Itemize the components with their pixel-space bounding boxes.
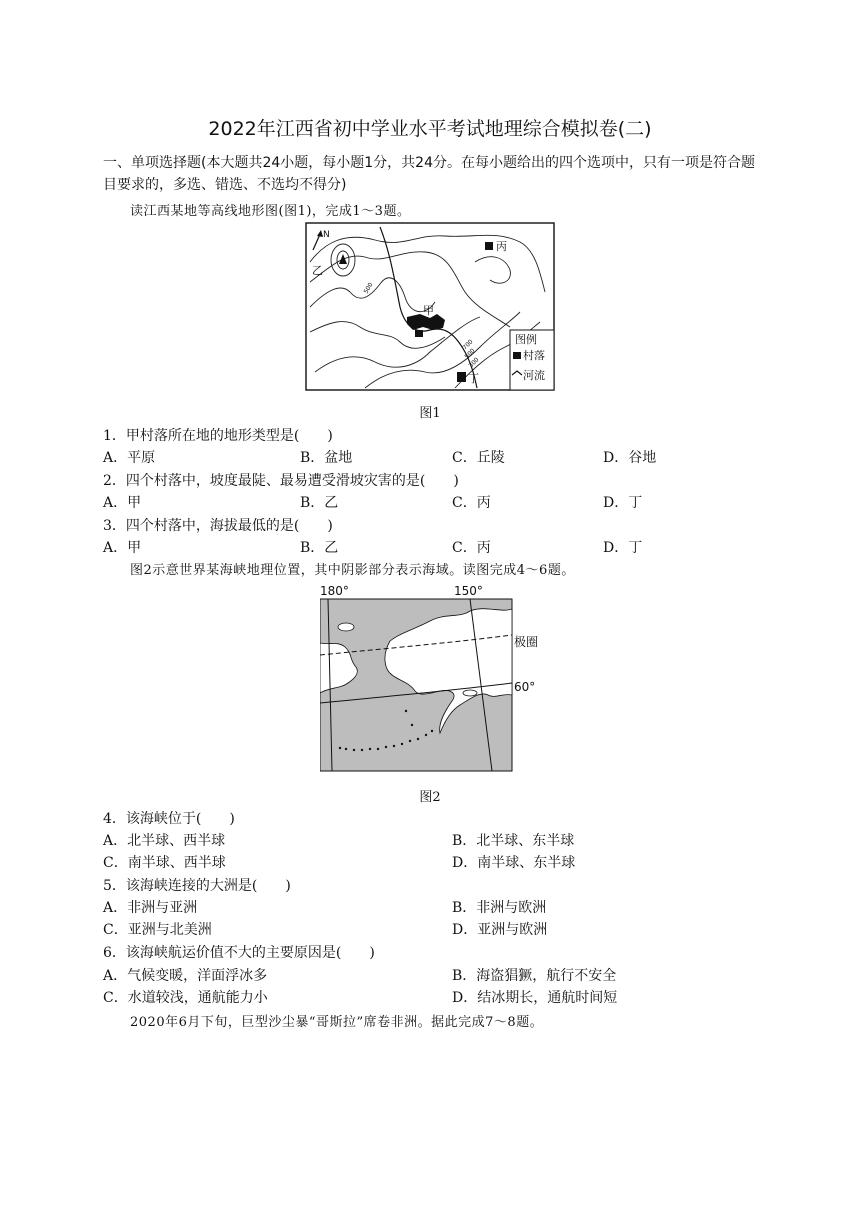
question-4-option-d: D．南半球、东半球 [452, 855, 576, 871]
longitude-180-label: 180° [320, 584, 349, 598]
question-3-option-a: A．甲 [103, 540, 142, 556]
contour-label: 500 [463, 347, 477, 361]
question-3-option-c: C．丙 [452, 540, 491, 556]
north-label: N [323, 230, 330, 240]
contour-label: 500 [362, 281, 375, 295]
question-4-option-c: C．南半球、西半球 [103, 855, 226, 871]
contour-label: 300 [467, 356, 481, 370]
question-2-option-a: A．甲 [103, 495, 142, 511]
intro-figure-1: 读江西某地等高线地形图(图1)，完成1～3题。 [130, 204, 411, 219]
latitude-60-label: 60° [514, 680, 536, 694]
figure-2-strait-map [320, 583, 550, 773]
question-1-option-c: C．丘陵 [452, 450, 505, 466]
question-1-option-a: A．平原 [103, 450, 156, 466]
question-5-stem: 5．该海峡连接的大洲是( ) [103, 878, 291, 894]
question-2-option-c: C．丙 [452, 495, 491, 511]
question-2-option-d: D．丁 [603, 495, 643, 511]
exam-title: 2022年江西省初中学业水平考试地理综合模拟卷(二) [208, 118, 652, 140]
question-6-option-b: B．海盗猖獗，航行不安全 [452, 968, 617, 984]
village-yi-label: 乙 [312, 264, 323, 277]
figure-1-contour-map [305, 222, 555, 392]
question-6-stem: 6．该海峡航运价值不大的主要原因是( ) [103, 945, 375, 961]
question-6-option-c: C．水道较浅，通航能力小 [103, 990, 268, 1006]
question-3-stem: 3．四个村落中，海拔最低的是( ) [103, 518, 333, 534]
question-4-stem: 4．该海峡位于( ) [103, 811, 235, 827]
question-5-option-c: C．亚洲与北美洲 [103, 922, 212, 938]
question-2-stem: 2．四个村落中，坡度最陡、最易遭受滑坡灾害的是( ) [103, 473, 459, 489]
intro-figure-2: 图2示意世界某海峡地理位置，其中阴影部分表示海域。读图完成4～6题。 [130, 563, 575, 578]
question-3-option-d: D．丁 [603, 540, 643, 556]
question-4-option-b: B．北半球、东半球 [452, 833, 575, 849]
question-5-option-d: D．亚洲与欧洲 [452, 922, 548, 938]
question-4-option-a: A．北半球、西半球 [103, 833, 226, 849]
village-jia-label: 甲 [423, 304, 434, 317]
legend-village: 村落 [523, 349, 545, 362]
figure-1-caption: 图1 [419, 406, 441, 421]
intro-question-7-8: 2020年6月下旬，巨型沙尘暴“哥斯拉”席卷非洲。据此完成7～8题。 [130, 1015, 544, 1030]
legend-river: 河流 [523, 369, 545, 382]
longitude-150-label: 150° [454, 584, 483, 598]
figure-2-caption: 图2 [419, 790, 441, 805]
contour-label: 700 [461, 338, 475, 352]
question-1-stem: 1．甲村落所在地的地形类型是( ) [103, 428, 333, 444]
question-3-option-b: B．乙 [300, 540, 339, 556]
polar-circle-label: 极圈 [514, 635, 539, 649]
question-5-option-a: A．非洲与亚洲 [103, 900, 198, 916]
question-1-option-b: B．盆地 [300, 450, 353, 466]
village-legend-icon [513, 352, 521, 359]
question-6-option-a: A．气候变暖，洋面浮冰多 [103, 968, 268, 984]
legend-title: 图例 [515, 333, 537, 346]
village-ding-label: 丁 [468, 372, 479, 385]
question-6-option-d: D．结冰期长，通航时间短 [452, 990, 618, 1006]
question-2-option-b: B．乙 [300, 495, 339, 511]
question-1-option-d: D．谷地 [603, 450, 657, 466]
village-bing-label: 丙 [496, 240, 507, 253]
section-heading: 一、单项选择题(本大题共24小题，每小题1分，共24分。在每小题给出的四个选项中，只有一项是符合题目要求的，多选、错选、不选均不得分) [103, 155, 755, 193]
question-5-option-b: B．非洲与欧洲 [452, 900, 547, 916]
